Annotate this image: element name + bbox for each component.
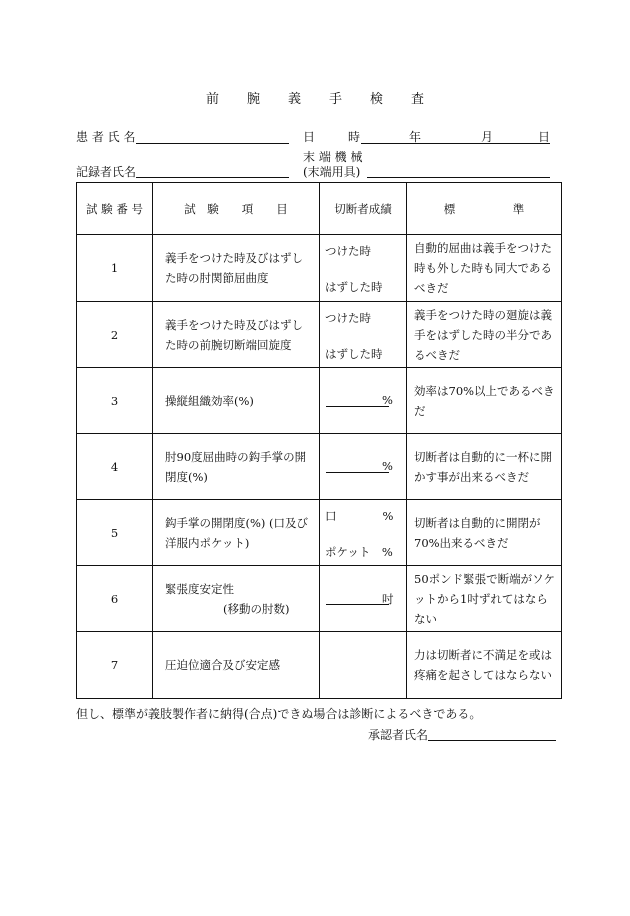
- row-item-sub: (移動の肘数): [223, 601, 290, 616]
- row-number: 3: [77, 368, 153, 434]
- row-result[interactable]: [320, 434, 407, 500]
- result-underline: [326, 604, 389, 605]
- terminal-device-label: 末 端 機 械: [303, 150, 363, 164]
- title-char: 義: [287, 92, 301, 107]
- title-char: 前: [205, 92, 219, 107]
- footer-note: 但し、標準が義肢製作者に納得(合点)できぬ場合は診断によるべきである。: [76, 707, 482, 721]
- approver-label: 承認者氏名: [368, 728, 429, 742]
- result-underline: [326, 406, 389, 407]
- day-label: 日: [538, 130, 551, 144]
- table-row: [77, 302, 562, 368]
- table-row: [77, 500, 562, 566]
- terminal-device-sub: (末端用具): [303, 165, 361, 179]
- result-attached: つけた時: [325, 244, 371, 258]
- result-underline: [326, 472, 389, 473]
- result-pocket: ポケット %: [325, 545, 393, 559]
- header-number: 試 験 番 号: [77, 183, 153, 235]
- row-standard: 切断者は自動的に一杯に開かす事が出来るべきだ: [407, 434, 562, 500]
- approver-field[interactable]: [428, 740, 556, 741]
- row-item: 鈎手掌の開閉度(%) (口及び洋服内ポケット): [153, 500, 320, 566]
- row-standard: 力は切断者に不満足を或は疼痛を起さしてはならない: [407, 632, 562, 699]
- page-title: [0, 88, 630, 107]
- date-label-time: 時: [348, 130, 361, 144]
- table-row: [77, 566, 562, 632]
- row-result[interactable]: [320, 500, 407, 566]
- row-number: 4: [77, 434, 153, 500]
- row-result[interactable]: [320, 632, 407, 699]
- table-header-row: [77, 183, 562, 235]
- result-mouth: 口 %: [325, 509, 394, 523]
- table-row: [77, 434, 562, 500]
- row-result[interactable]: [320, 566, 407, 632]
- row-result[interactable]: [320, 302, 407, 368]
- row-item: 圧迫位適合及び安定感: [153, 632, 320, 699]
- terminal-device-field[interactable]: [367, 177, 550, 178]
- row-number: 7: [77, 632, 153, 699]
- recorder-label: 記録者氏名: [76, 165, 137, 179]
- result-attached: つけた時: [325, 311, 371, 325]
- row-number: 6: [77, 566, 153, 632]
- header-result: 切断者成績: [320, 183, 407, 235]
- row-standard: 50ポンド緊張で断端がソケットから1吋ずれてはならない: [407, 566, 562, 632]
- test-table: [76, 182, 562, 699]
- table-row: [77, 235, 562, 302]
- result-removed: はずした時: [325, 347, 383, 361]
- row-number: 1: [77, 235, 153, 302]
- title-char: 検: [370, 92, 384, 107]
- month-label: 月: [481, 130, 494, 144]
- row-result[interactable]: [320, 235, 407, 302]
- row-item-main: 緊張度安定性: [165, 581, 234, 596]
- patient-name-field[interactable]: [136, 143, 289, 144]
- result-unit: %: [382, 459, 393, 473]
- row-standard: 効率は70%以上であるべきだ: [407, 368, 562, 434]
- row-result[interactable]: [320, 368, 407, 434]
- row-item: 操縦組織効率(%): [153, 368, 320, 434]
- row-item: 義手をつけた時及びはずした時の肘関節屈曲度: [153, 235, 320, 302]
- title-char: 査: [411, 92, 425, 107]
- row-standard: 自動的屈曲は義手をつけた時も外した時も同大であるべきだ: [407, 235, 562, 302]
- table-row: [77, 368, 562, 434]
- title-char: 手: [329, 92, 343, 107]
- patient-name-label: 患 者 氏 名: [76, 130, 136, 144]
- result-unit: 吋: [382, 592, 394, 606]
- title-char: 腕: [246, 92, 260, 107]
- result-removed: はずした時: [325, 280, 383, 294]
- row-number: 5: [77, 500, 153, 566]
- row-item: 義手をつけた時及びはずした時の前腕切断端回旋度: [153, 302, 320, 368]
- row-number: 2: [77, 302, 153, 368]
- header-standard: 標 準: [407, 183, 562, 235]
- row-item: 肘90度屈曲時の鈎手掌の開閉度(%): [153, 434, 320, 500]
- date-field[interactable]: [361, 143, 550, 144]
- row-standard: 切断者は自動的に開閉が70%出来るべきだ: [407, 500, 562, 566]
- table-row: [77, 632, 562, 699]
- row-standard: 義手をつけた時の廻旋は義手をはずした時の半分であるべきだ: [407, 302, 562, 368]
- year-label: 年: [409, 130, 422, 144]
- row-item: [153, 566, 320, 632]
- date-label-day: 日: [303, 130, 316, 144]
- header-item: 試 験 項 目: [153, 183, 320, 235]
- result-unit: %: [382, 393, 393, 407]
- recorder-field[interactable]: [136, 177, 289, 178]
